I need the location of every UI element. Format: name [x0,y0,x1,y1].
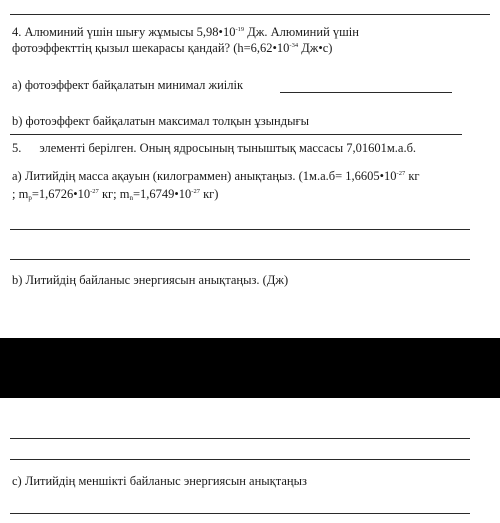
q5-a-exp-1: -27 [396,170,406,177]
q5-a2-exp-1: -27 [90,188,99,195]
q5-part-b-answer-line-1[interactable] [10,438,470,439]
q5-number: 5. [12,141,22,155]
q5-part-b-label: b) Литийдің байланыс энергиясын анықтаңыз. (Дж) [12,273,289,287]
q4-line-2 [12,40,332,56]
q4-part-b-answer-line[interactable] [10,134,462,135]
q5-a2-sub-p: p [28,194,32,202]
q4-exp-1: -19 [235,26,245,33]
q5-part-a-answer-line-2[interactable] [10,259,470,260]
q5-part-c-answer-line[interactable] [10,513,470,514]
q5-a2-text-c: кг; m [98,187,130,201]
q4-part-a-label: a) фотоэффект байқалатын минимал жиілік [12,78,244,92]
q4-line-2-text-b: Дж•с) [298,41,333,55]
q4-line-1-text-b: Дж. Алюминий үшін [244,25,359,39]
q5-part-a-line-2 [12,186,218,202]
q5-a2-sub-n: n [129,194,133,202]
q5-line-1 [12,140,416,156]
q5-a-text-a: a) Литийдің масса ақауын (килограммен) анықтаңыз. (1м.а.б= 1,6605•10 [12,169,397,183]
q4-line-1 [12,24,359,40]
q5-part-b-answer-line-2[interactable] [10,459,470,460]
black-redaction-band [0,338,500,398]
q4-line-2-text-a: фотоэффекттің қызыл шекарасы қандай? (h=6,62•10 [12,41,290,55]
q5-a2-text-e: кг) [199,187,219,201]
q5-a2-text-b: =1,6726•10 [31,187,91,201]
q5-a2-exp-2: -27 [191,188,200,195]
q4-exp-2: -34 [289,42,299,49]
q5-a2-text-d: =1,6749•10 [132,187,192,201]
q4-part-b-label: b) фотоэффект байқалатын максимал толқын ұзындығы [12,114,310,128]
q5-part-a-answer-line-1[interactable] [10,229,470,230]
q5-a2-text-a: ; m [12,187,29,201]
q5-line-1-text: элементі берілген. Оның ядросының тыныштық массасы 7,01601м.а.б. [39,141,417,155]
q5-part-c-label: c) Литийдің меншікті байланыс энергиясын анықтаңыз [12,474,307,488]
q5-a-text-b: кг [405,169,420,183]
q4-part-a-answer-line[interactable] [280,92,452,93]
q4-line-1-text-a: 4. Алюминий үшін шығу жұмысы 5,98•10 [12,25,236,39]
top-rule [10,14,490,15]
q5-part-a-line-1 [12,168,420,184]
